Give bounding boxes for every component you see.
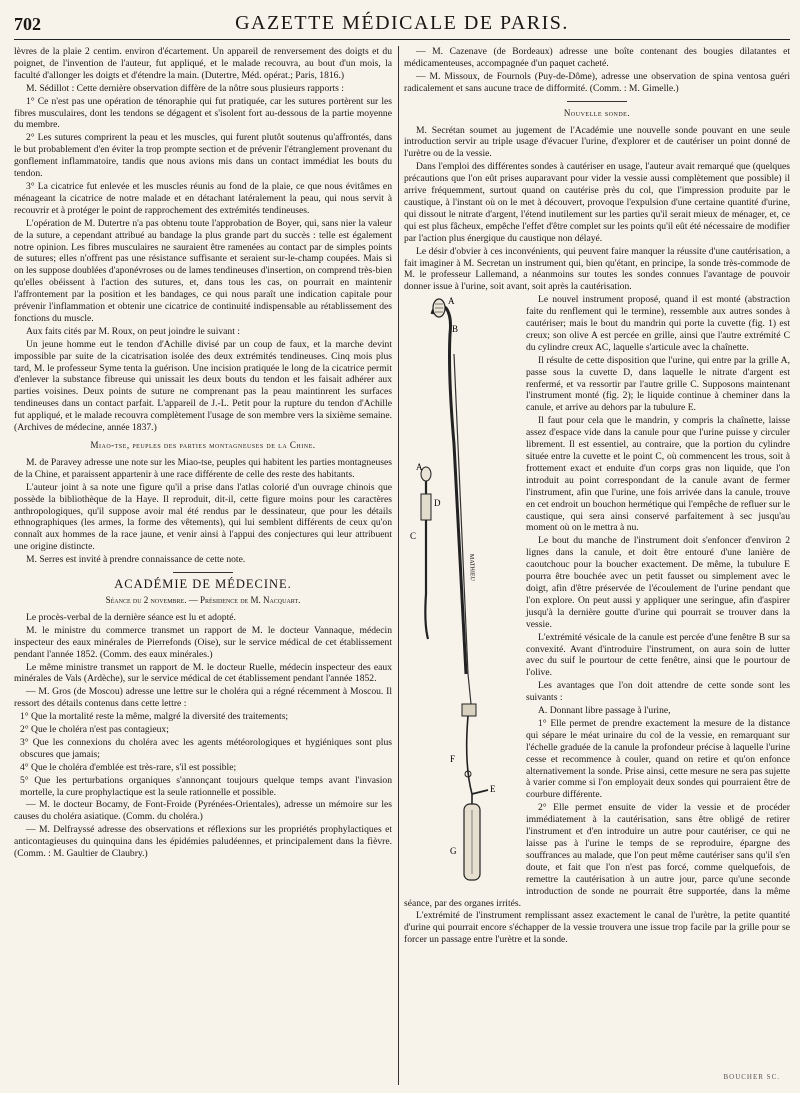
sonde-illustration — [404, 294, 520, 894]
newspaper-page — [14, 10, 790, 1085]
fig-label-b: B — [452, 324, 459, 335]
fig-label-a: A — [448, 296, 455, 307]
fig-label-d: D — [434, 498, 441, 509]
paragraph: M. Sédillot : Cette dernière observation diffère de la nôtre sous plusieurs rapports : — [26, 82, 344, 94]
paragraph: M. Serres est invité à prendre connaissance de cette note. — [26, 554, 246, 566]
paragraph: — M. Cazenave (de Bordeaux) adresse une boîte contenant des bougies dilatantes et médicamenteuses, accompagnée d'un paquet cacheté. — [404, 46, 790, 69]
list-item: 2° Que le choléra n'est pas contagieux; — [20, 724, 169, 736]
section-divider — [173, 572, 233, 573]
paragraph: M. le ministre du commerce transmet un rapport de M. le docteur Vannaque, médecin inspecteur des eaux minérales de Pierrefonds (Oise), sur le service médical de cet établissement pendant l'année 1852. (Comm. des eaux minérales.) — [14, 624, 392, 660]
list-item: 1° Que la mortalité reste la même, malgré la diversité des traitements; — [20, 711, 289, 723]
academy-title: ACADÉMIE DE MÉDECINE. — [114, 577, 292, 592]
tubulure — [472, 790, 488, 794]
canule-curve — [432, 305, 466, 674]
cuvette — [421, 494, 431, 520]
sonde-figure — [404, 294, 520, 894]
list-item: 3° Que les connexions du choléra avec les agents météorologiques et hygiéniques sont plus obscures que jamais; — [20, 736, 392, 760]
engraver-signature: BOUCHER SC. — [723, 1073, 780, 1081]
paragraph: L'auteur joint à sa note une figure qu'il a prise dans l'atlas colorié d'un ouvrage chinois que possède la bibliothèque de la Haye. Il reproduit, dit-il, cette figure moins pour les caractères anthropologiques, qu'il suppose avoir mal été rendus par le dessinateur, que pour les détails ethnographiques (les armes, la forme des vêtements), qui lui semblent différents de ceux qu'on connaît aux hommes de la race jaune, et venir ainsi à l'appui des conjectures qui leur attribuent une origine distincte. — [14, 481, 392, 553]
list-item: 5° Que les perturbations organiques s'annonçant toujours quelque temps avant l'invasion mortelle, la cure prophylactique est la seule rationnelle et possible. — [20, 774, 392, 798]
fig-label-f: F — [450, 754, 456, 765]
fig-label-g: G — [450, 846, 457, 857]
paragraph: L'opération de M. Dutertre n'a pas obtenu toute l'approbation de Boyer, qui, sans nier la valeur de la suture, a cependant attribué au bandage la plus grande part du succès : telle est également notre opinion. Les fibres musculaires ne sauraient être ramenées au contact par de simples points de sutures; elles n'offrent pas une résistance suffisante et seraient sur-le-champ coupées. Mais si on les suppose doublées d'aponévroses ou de lames tendineuses d'insertion, on comprend très-bien qu'elles obéissent à l'action des sutures, et, dans tous les cas, on pourrait en maintenir l'affrontement par la position et les bandages, ce qui nous paraît une indication capitale pour prévenir l'inflammation et obtenir une cicatrice de continuité indispensable au rétablissement des fonctions du muscle. — [14, 217, 392, 324]
paragraph: M. Secrétan soumet au jugement de l'Académie une nouvelle sonde pouvant en une seule introduction servir au triple usage d'évacuer l'urine, d'explorer et de cautériser un point donné de l'urètre ou de la vessie. — [404, 124, 790, 160]
paragraph: Le même ministre transmet un rapport de M. le docteur Ruelle, médecin inspecteur des eaux minérales de Vals (Ardèche), sur le service médical de cet établissement pendant l'année 1852. — [14, 661, 392, 685]
page-number: 702 — [14, 14, 41, 34]
paragraph: — M. Delfrayssé adresse des observations et réflexions sur les propriétés prophylactiques et anticontagieuses du quinquina dans les épidémies paludéennes, et principalement dans la fièvre. (Comm. : M. Gaultier de Claubry.) — [14, 824, 392, 860]
section-title-miao-tse: Miao-tse, peuples des parties montagneuses de la Chine. — [90, 440, 316, 450]
paragraph: A. Donnant libre passage à l'urine, — [538, 705, 671, 717]
mandrin-olive — [421, 467, 431, 481]
paragraph: 1° Ce n'est pas une opération de ténoraphie qui fut pratiquée, car les sutures portèrent sur les fibres musculaires, dont les tendons se dégagent et s'isolent fort au-dessous de la partie moyenne du membre. — [14, 95, 392, 131]
paragraph: Aux faits cités par M. Roux, on peut joindre le suivant : — [26, 325, 240, 337]
paragraph: 2° Elle permet ensuite de vider la vessie et de procéder immédiatement à la cautérisation, sans être obligé de retirer l'instrument et d'en introduire un autre pour cautériser, ce qui ne laisse pas à l'urine le temps de se reproduire, épargne des souffrances au malade, que l'on peut même cautériser sans qu'il s'en doute, et fait que l'on n'est pas forcé, comme quelquefois, de remettre la cautérisation à un autre jour, parce qu'une seconde introduction de sonde ne pourrait être supportée, dans la même séance, par des organes irrités. — [404, 802, 790, 909]
paragraph: Dans l'emploi des différentes sondes à cautériser en usage, l'auteur avait remarqué que (quelques précautions que l'on eût prises auparavant pour vider la vessie aussi complètement que possible) il arrive fréquemment, surtout quand on cautérise près du col, que l'impression produite par le caustique, à l'instant où on le met à découvert, provoque l'expulsion d'une certaine quantité d'urine, qui dissout le nitrate d'argent, l'étend inutilement sur les parties qu'il serait mieux de ménager, et, ce qui est plus fâcheux, empêche l'effet d'être complet sur les points qu'il eût été nécessaire de modifier par l'action plus énergique du caustique non délayé. — [404, 161, 790, 244]
paragraph: 3° La cicatrice fut enlevée et les muscles réunis au fond de la plaie, ce que nous évitâmes en ménageant la cicatrice de notre malade et en détachant latéralement la peau, qui nous servit à recouvrir et à protéger le point de rapprochement des extrémités tendineuses. — [14, 180, 392, 216]
paragraph: Le nouvel instrument proposé, quand il est monté (abstraction faite du renflement qui le termine), ressemble aux autres sondes à cautériser; mais le bout du mandrin qui porte la cuvette (fig. 1) est creux; son olive A est percée en grille, ainsi que l'autre extrémité C du cylindre creux AC, laquelle s'articule avec la chaînette. — [526, 294, 790, 353]
graduated-rod — [454, 354, 472, 714]
paragraph: Il faut pour cela que le mandrin, y compris la chaînette, laisse assez d'espace vide dans la canule pour que l'urine puisse y circuler librement. Il est essentiel, au contraire, que la portion du cylindre située entre la cuvette et le point C, où commencent les trous, soit à frottement exact et enduite d'un corps gras non liquide, que l'on introduit au point correspondant de la canule avant de fermer l'instrument, afin que l'urine, une fois arrivée dans la canule, trouve en cet endroit un bouchon hermétique qui l'empêche de refluer sur le caustique, qui sera ainsi conservé parfaitement à sec jusqu'au moment où on le mettra à nu. — [526, 415, 790, 534]
paragraph: 2° Les sutures comprirent la peau et les muscles, qui furent plutôt soutenus qu'affrontés, dans le but probablement d'en éviter la trop prompte section et de prévenir l'étranglement provenant du gonflement inflammatoire, tandis que nous avions mis dans un contact immédiat les bouts du tendon. — [14, 132, 392, 180]
paragraph: Le bout du manche de l'instrument doit s'enfoncer d'environ 2 lignes dans la canule, et doit être entouré d'une lanière de caoutchouc pour la boucher exactement. De même, la tubulure E pourra être bouchée avec un petit fausset ou simplement avec le doigt, afin d'être préservée de l'écoulement de l'urine pendant que l'on explore. On peut aussi y appliquer une seringue, afin d'aspirer jusqu'à la dernière goutte d'urine qui pourrait se trouver dans la vessie. — [526, 535, 790, 630]
section-title-nouvelle-sonde: Nouvelle sonde. — [563, 107, 631, 118]
paragraph: L'extrémité vésicale de la canule est percée d'une fenêtre B sur sa convexité. Avant d'introduire l'instrument, on aura soin de lutter avec du suif le pourtour de cette fenêtre, ainsi que le pourtour de l'olive. — [526, 631, 790, 679]
fig-label-a2: A — [416, 462, 423, 473]
page-header — [14, 10, 790, 40]
paragraph: Il résulte de cette disposition que l'urine, qui entre par la grille A, passe sous la cuvette D, dans laquelle le nitrate d'argent est renfermé, et va ressortir par l'autre grille C. Supposons maintenant l'instrument monté (fig. 2); le liquide continue à cheminer dans la canule, et arrive au dehors par la tubulure E. — [526, 354, 790, 414]
paragraph: — M. Gros (de Moscou) adresse une lettre sur le choléra qui a régné récemment à Moscou. Il ressort des détails contenus dans cette lettre : — [14, 686, 392, 710]
paragraph: — M. Missoux, de Fournols (Puy-de-Dôme), adresse une observation de spina ventosa guéri radicalement et sans aucune trace de difformité. (Comm. : M. Gimelle.) — [404, 70, 790, 94]
left-column — [14, 46, 392, 1085]
collar — [462, 704, 476, 716]
paragraph: 1° Elle permet de prendre exactement la mesure de la distance qui sépare le méat urinaire du col de la vessie, en remarquant sur l'échelle graduée de la canule la profondeur précise à laquelle l'urine cesse et recommence à couler, quand on retire et qu'on enfonce alternativement la sonde. Prise ainsi, cette mesure ne sera pas sujette à varier comme si l'on employait deux sondes qui pourraient être de courbure différente. — [526, 717, 790, 801]
section-divider — [567, 101, 627, 102]
paragraph: M. de Paravey adresse une note sur les Miao-tse, peuples qui habitent les parties montagneuses de la Chine, et paraissent appartenir à une race différente de celle des reste des habitants. — [14, 456, 392, 480]
paragraph: Le procès-verbal de la dernière séance est lu et adopté. — [26, 611, 236, 623]
journal-title: GAZETTE MÉDICALE DE PARIS. — [235, 12, 569, 34]
column-rule — [398, 46, 399, 1085]
paragraph: Les avantages que l'on doit attendre de cette sonde sont les suivants : — [526, 680, 790, 704]
list-item: 4° Que le choléra d'emblée est très-rare, s'il est possible; — [20, 761, 237, 773]
engraver-name: MATHIEU — [468, 554, 475, 582]
seance-line: Séance du 2 novembre. — Présidence de M. Nacquart. — [105, 594, 301, 605]
two-column-body — [14, 46, 790, 1085]
paragraph: lèvres de la plaie 2 centim. environ d'écartement. Un appareil de renversement des doigts et du poignet, de l'invention de l'auteur, fut appliqué, et le malade recouvra, au bout d'un mois, la faculté d'allonger les doigts et d'étendre la main. (Dutertre, Méd. opérat.; Paris, 1816.) — [14, 46, 392, 81]
paragraph: — M. le docteur Bocamy, de Font-Froide (Pyrénées-Orientales), adresse un mémoire sur les causes du choléra asiatique. (Comm. du choléra.) — [14, 799, 392, 823]
paragraph: Un jeune homme eut le tendon d'Achille divisé par un coup de faux, et la marche devint impossible par suite de la cicatrisation isolée des deux extrémités tendineuses. Cinq mois plus tard, M. le professeur Syme tenta la guérison. Une incision pratiquée le long de la cicatrice permit d'enlever la substance fibreuse qui unissait les deux bouts du tendon et les faisait adhérer aux parties voisines. Deux points de suture ne comprenant pas la peau maintinrent les surfaces tendineuses dans un contact parfait. L'appareil de J.-L. Petit pour la rupture du tendon d'Achille fut appliqué, et le malade recouvra complètement l'usage de son membre vers la sixième semaine. (Archives de médecine, année 1837.) — [14, 338, 392, 434]
fig-label-c: C — [410, 531, 417, 542]
fig-label-e: E — [490, 784, 496, 795]
paragraph: Le désir d'obvier à ces inconvénients, qui peuvent faire manquer la réussite d'une cautérisation, a fait imaginer à M. Secretan un instrument qui, bien qu'étant, en principe, la sonde très-commode de M. le professeur Lallemand, a néanmoins sur toutes les sondes connues l'avantage de pouvoir donner issue à l'urine, soit avant, soit après la cautérisation. — [404, 245, 790, 293]
right-column — [404, 46, 790, 1085]
paragraph: L'extrémité de l'instrument remplissant assez exactement le canal de l'urètre, la petite quantité d'urine qui pourrait encore s'échapper de la vessie trouvera une issue trop facile par la grille pour se forcer un passage entre l'urètre et la sonde. — [404, 910, 790, 946]
